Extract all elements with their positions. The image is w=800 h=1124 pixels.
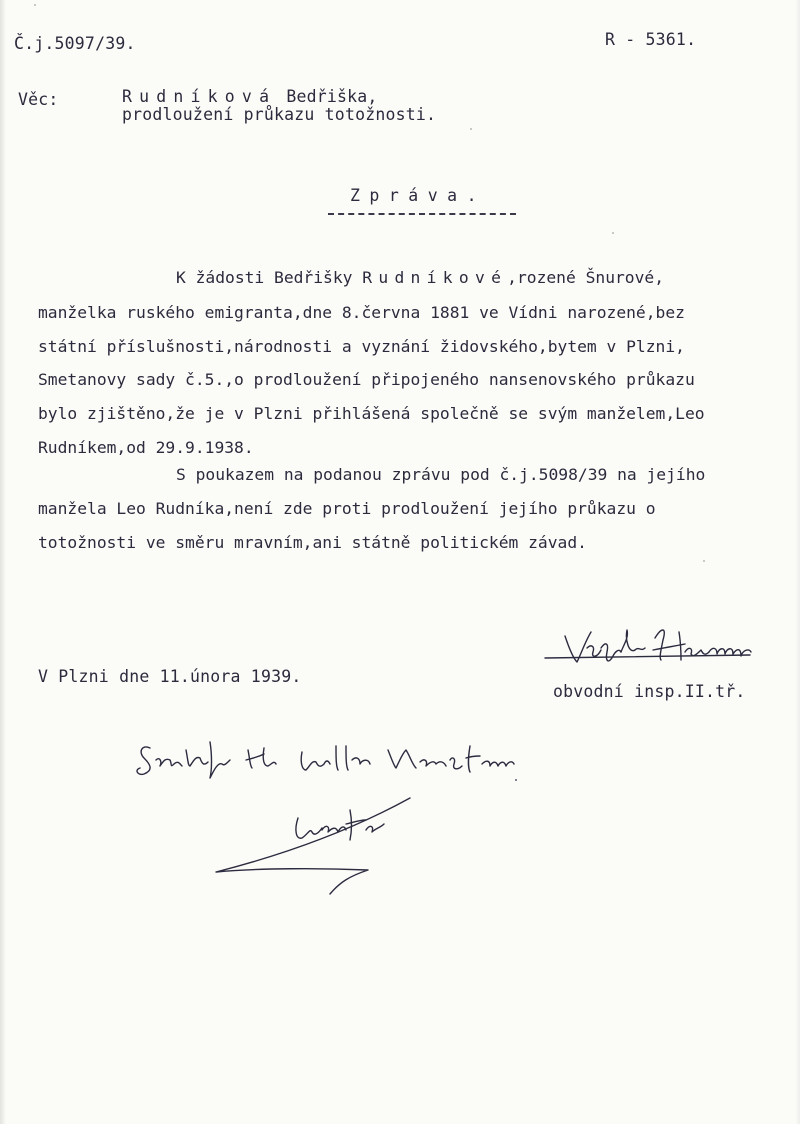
- paragraph-1-line-5: bylo zjištěno,že je v Plzni přihlášená společně se svým manželem,Leo: [38, 404, 705, 423]
- p1-lead: K žádosti Bedřišky: [176, 268, 363, 287]
- paragraph-2-line-2: manžela Leo Rudníka,není zde proti prodloužení jejího průkazu o: [38, 499, 656, 518]
- place-and-date: V Plzni dne 11.února 1939.: [38, 667, 302, 686]
- paragraph-1-line-4: Smetanovy sady č.5.,o prodloužení připojeného nansenovského průkazu: [38, 370, 695, 389]
- handwritten-annotation: [130, 730, 530, 790]
- subject-given-name: Bedřiška,: [276, 87, 378, 106]
- paragraph-1-line-1: [176, 268, 800, 287]
- approval-signature: [200, 790, 420, 900]
- inspector-signature: [535, 618, 775, 678]
- paragraph-1-line-3: státní příslušnosti,národnosti a vyznání židovského,bytem v Plzni,: [38, 337, 685, 356]
- paragraph-2-line-1: S poukazem na podanou zprávu pod č.j.5098/39 na jejího: [176, 465, 706, 484]
- document-title: Zpráva.: [350, 186, 487, 205]
- subject-surname: Rudníková: [122, 87, 277, 106]
- paragraph-2-line-3: totožnosti ve směru mravním,ani státně politickém závad.: [38, 533, 587, 552]
- subject-line-1: [122, 87, 378, 106]
- paragraph-1-line-6: Rudníkem,od 29.9.1938.: [38, 438, 254, 457]
- signer-title: obvodní insp.II.tř.: [553, 682, 746, 701]
- subject-line-2: prodloužení průkazu totožnosti.: [122, 105, 437, 124]
- p1-name: Rudníkové: [362, 268, 508, 287]
- file-number: R - 5361.: [605, 30, 697, 49]
- reference-number: Č.j.5097/39.: [14, 34, 136, 53]
- p1-tail: ,rozené Šnurové,: [507, 268, 665, 287]
- title-underline: [328, 213, 516, 215]
- paragraph-1-line-2: manželka ruského emigranta,dne 8.června 1881 ve Vídni narozené,bez: [38, 303, 685, 322]
- subject-label: Věc:: [18, 90, 59, 109]
